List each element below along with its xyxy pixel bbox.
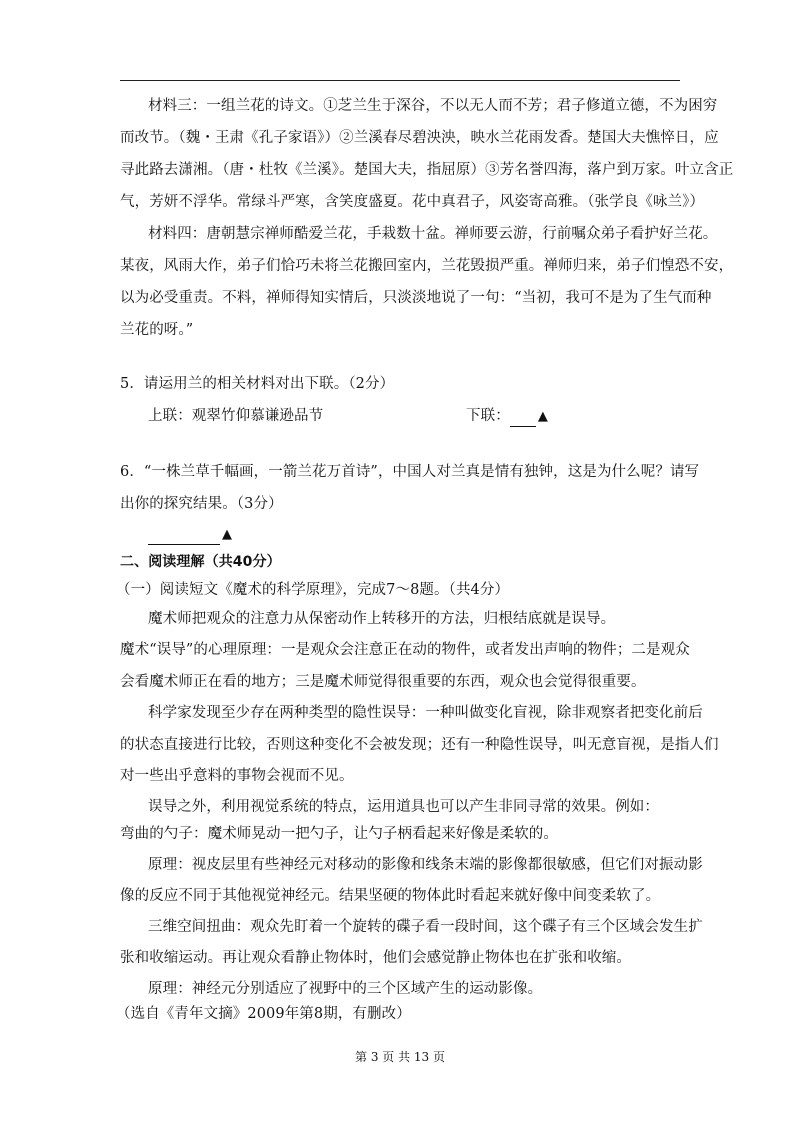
question-5-prompt: 5．请运用兰的相关材料对出下联。（2分） — [120, 376, 395, 392]
header-rule — [120, 80, 680, 81]
passage-p4-line-1: 误导之外，利用视觉系统的特点，运用道具也可以产生非同寻常的效果。例如： — [148, 799, 659, 815]
answer-blank-6[interactable] — [148, 530, 220, 545]
passage-p4-line-2: 弯曲的勺子：魔术师晃动一把勺子，让勺子柄看起来好像是柔软的。 — [120, 826, 558, 842]
material3-line-2: 而改节。（魏・王肃《孔子家语》）②兰溪春尽碧泱泱，映水兰花雨发香。楚国大夫憔悴日，应 — [120, 130, 719, 146]
couplet-lower-label: 下联： — [466, 408, 510, 424]
material4-line-2: 某夜，风雨大作，弟子们恰巧未将兰花搬回室内，兰花毁损严重。禅师归来，弟子们惶恐不安， — [120, 258, 734, 274]
passage-p5-line-1: 原理：视皮层里有些神经元对移动的影像和线条末端的影像都很敏感，但它们对振动影 — [148, 857, 703, 873]
page-footer: 第 3 页 共 13 页 — [355, 1050, 445, 1064]
passage-p6-line-1: 三维空间扭曲：观众先盯着一个旋转的碟子看一段时间，这个碟子有三个区域会发生扩 — [148, 919, 703, 935]
passage-p6-line-2: 张和收缩运动。再让观众看静止物体时，他们会感觉静止物体也在扩张和收缩。 — [120, 950, 631, 966]
passage-p3-line-3: 对一些出乎意料的事物会视而不见。 — [120, 768, 354, 784]
material3-line-4: 气，芳妍不浮华。常绿斗严寒，含笑度盛夏。花中真君子，风姿寄高雅。（张学良《咏兰》） — [120, 194, 705, 210]
question-6-line-1: 6．“一株兰草千幅画，一箭兰花万首诗”，中国人对兰真是情有独钟，这是为什么呢？请写 — [120, 464, 700, 480]
material4-line-3: 以为必受重责。不料，禅师得知实情后，只淡淡地说了一句：“当初，我可不是为了生气而种 — [120, 290, 712, 306]
answer-blank-5[interactable] — [510, 412, 536, 427]
answer-marker-5: ▲ — [537, 409, 548, 424]
question-6-line-2: 出你的探究结果。（3分） — [120, 496, 283, 512]
material4-line-4: 兰花的呀。” — [120, 322, 194, 338]
passage-p7: 原理：神经元分别适应了视野中的三个区域产生的运动影像。 — [148, 981, 543, 997]
couplet-upper: 上联：观翠竹仰慕谦逊品节 — [148, 408, 324, 424]
passage-p2-line-1: 魔术“误导”的心理原理：一是观众会注意正在动的物件，或者发出声响的物件；二是观众 — [120, 642, 690, 658]
answer-marker-6: ▲ — [222, 527, 233, 542]
passage-p2-line-2: 会看魔术师正在看的地方；三是魔术师觉得很重要的东西，观众也会觉得很重要。 — [120, 674, 646, 690]
passage-p3-line-1: 科学家发现至少存在两种类型的隐性误导：一种叫做变化盲视，除非观察者把变化前后 — [148, 705, 703, 721]
material4-line-1: 材料四：唐朝慧宗禅师酷爱兰花，手栽数十盆。禅师要云游，行前嘱众弟子看护好兰花。 — [148, 226, 718, 242]
couplet-lower — [466, 406, 548, 427]
material3-line-3: 寻此路去潇湘。（唐・杜牧《兰溪》。楚国大夫，指屈原）③芳名誉四海，落户到万家。叶立含正 — [120, 162, 734, 178]
section-subheading: （一）阅读短文《魔术的科学原理》，完成7～8题。（共4分） — [116, 582, 510, 598]
passage-p1: 魔术师把观众的注意力从保密动作上转移开的方法，归根结底就是误导。 — [148, 611, 616, 627]
passage-p3-line-2: 的状态直接进行比较，否则这种变化不会被发现；还有一种隐性误导，叫无意盲视，是指人们 — [120, 737, 719, 753]
passage-source: （选自《青年文摘》2009年第8期，有删改） — [116, 1006, 411, 1022]
passage-p5-line-2: 像的反应不同于其他视觉神经元。结果坚硬的物体此时看起来就好像中间变柔软了。 — [120, 888, 661, 904]
answer-6 — [148, 524, 232, 545]
section-heading: 二、阅读理解（共40分） — [120, 554, 281, 570]
material3-line-1: 材料三：一组兰花的诗文。①芝兰生于深谷，不以无人而不芳；君子修道立德，不为困穷 — [148, 98, 718, 114]
